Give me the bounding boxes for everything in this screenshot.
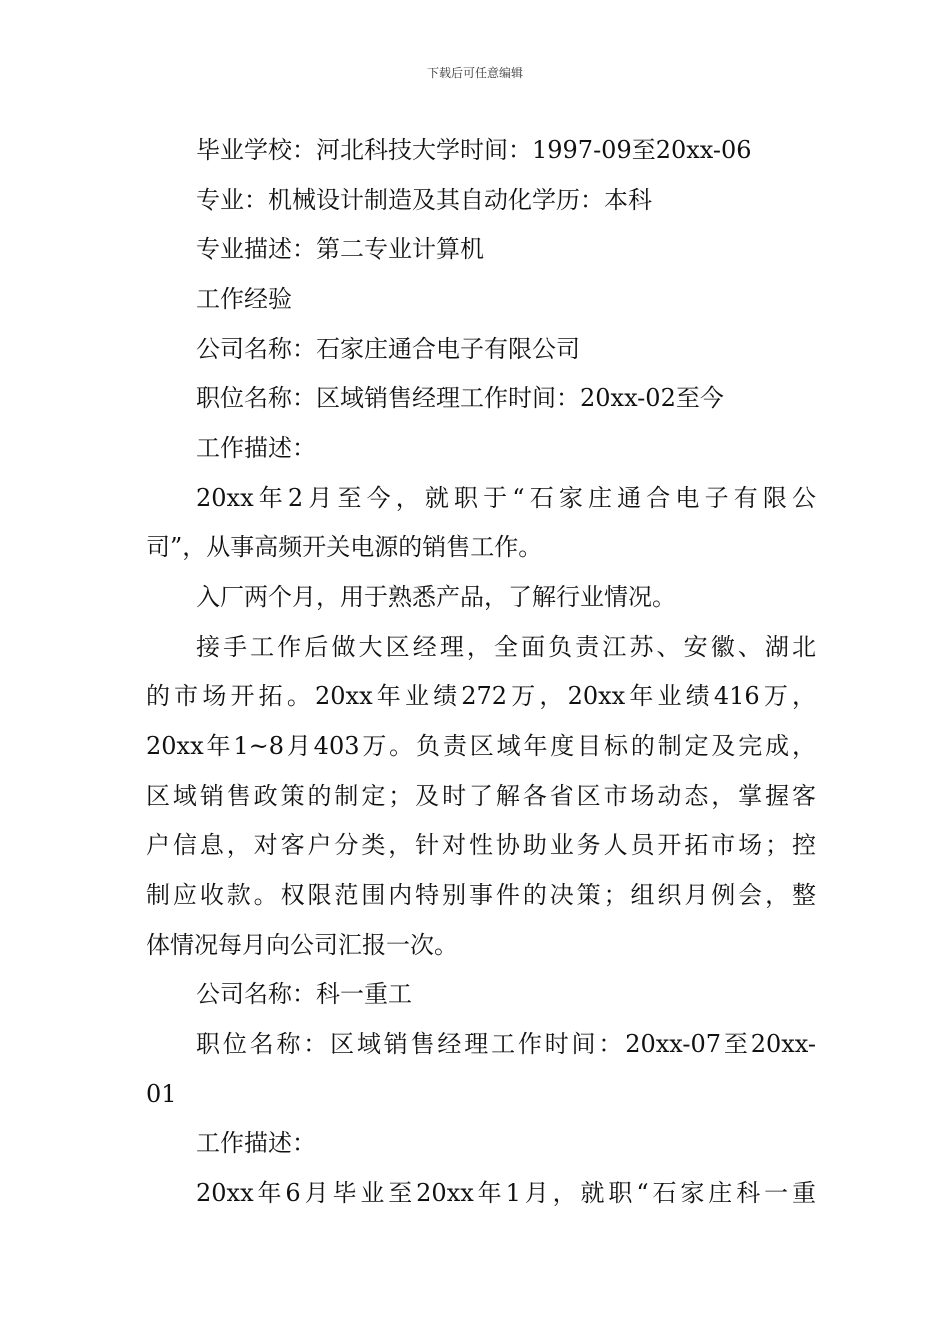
paragraph-line: 户信息，对客户分类，针对性协助业务人员开拓市场；控 [146, 831, 816, 859]
company-name-line: 公司名称：科一重工 [196, 980, 412, 1008]
paragraph-line: 入厂两个月，用于熟悉产品，了解行业情况。 [196, 583, 676, 611]
work-description-label: 工作描述： [196, 1129, 316, 1157]
section-heading-work-experience: 工作经验 [196, 285, 292, 313]
position-line: 职位名称：区域销售经理工作时间：20xx-02至今 [196, 384, 724, 412]
paragraph-line: 20xx年2月至今，就职于“石家庄通合电子有限公 [196, 484, 816, 512]
position-line-continued: 01 [146, 1080, 177, 1108]
paragraph-line: 20xx年6月毕业至20xx年1月，就职“石家庄科一重 [196, 1179, 816, 1207]
paragraph-line: 制应收款。权限范围内特别事件的决策；组织月例会，整 [146, 881, 816, 909]
work-description-label: 工作描述： [196, 434, 316, 462]
position-line: 职位名称：区域销售经理工作时间：20xx-07至20xx- [196, 1030, 816, 1058]
paragraph-line: 的市场开拓。20xx年业绩272万，20xx年业绩416万， [146, 682, 816, 710]
page-header-note: 下载后可任意编辑 [426, 66, 523, 80]
paragraph-line: 区域销售政策的制定；及时了解各省区市场动态，掌握客 [146, 782, 816, 810]
major-line: 专业：机械设计制造及其自动化学历：本科 [196, 186, 652, 214]
major-description-line: 专业描述：第二专业计算机 [196, 235, 484, 263]
paragraph-line: 接手工作后做大区经理，全面负责江苏、安徽、湖北 [196, 633, 816, 661]
paragraph-line: 20xx年1~8月403万。负责区域年度目标的制定及完成， [146, 732, 816, 760]
company-name-line: 公司名称：石家庄通合电子有限公司 [196, 335, 580, 363]
school-line: 毕业学校：河北科技大学时间：1997-09至20xx-06 [196, 136, 752, 164]
paragraph-line: 体情况每月向公司汇报一次。 [146, 931, 458, 959]
paragraph-line: 司”，从事高频开关电源的销售工作。 [146, 533, 543, 561]
